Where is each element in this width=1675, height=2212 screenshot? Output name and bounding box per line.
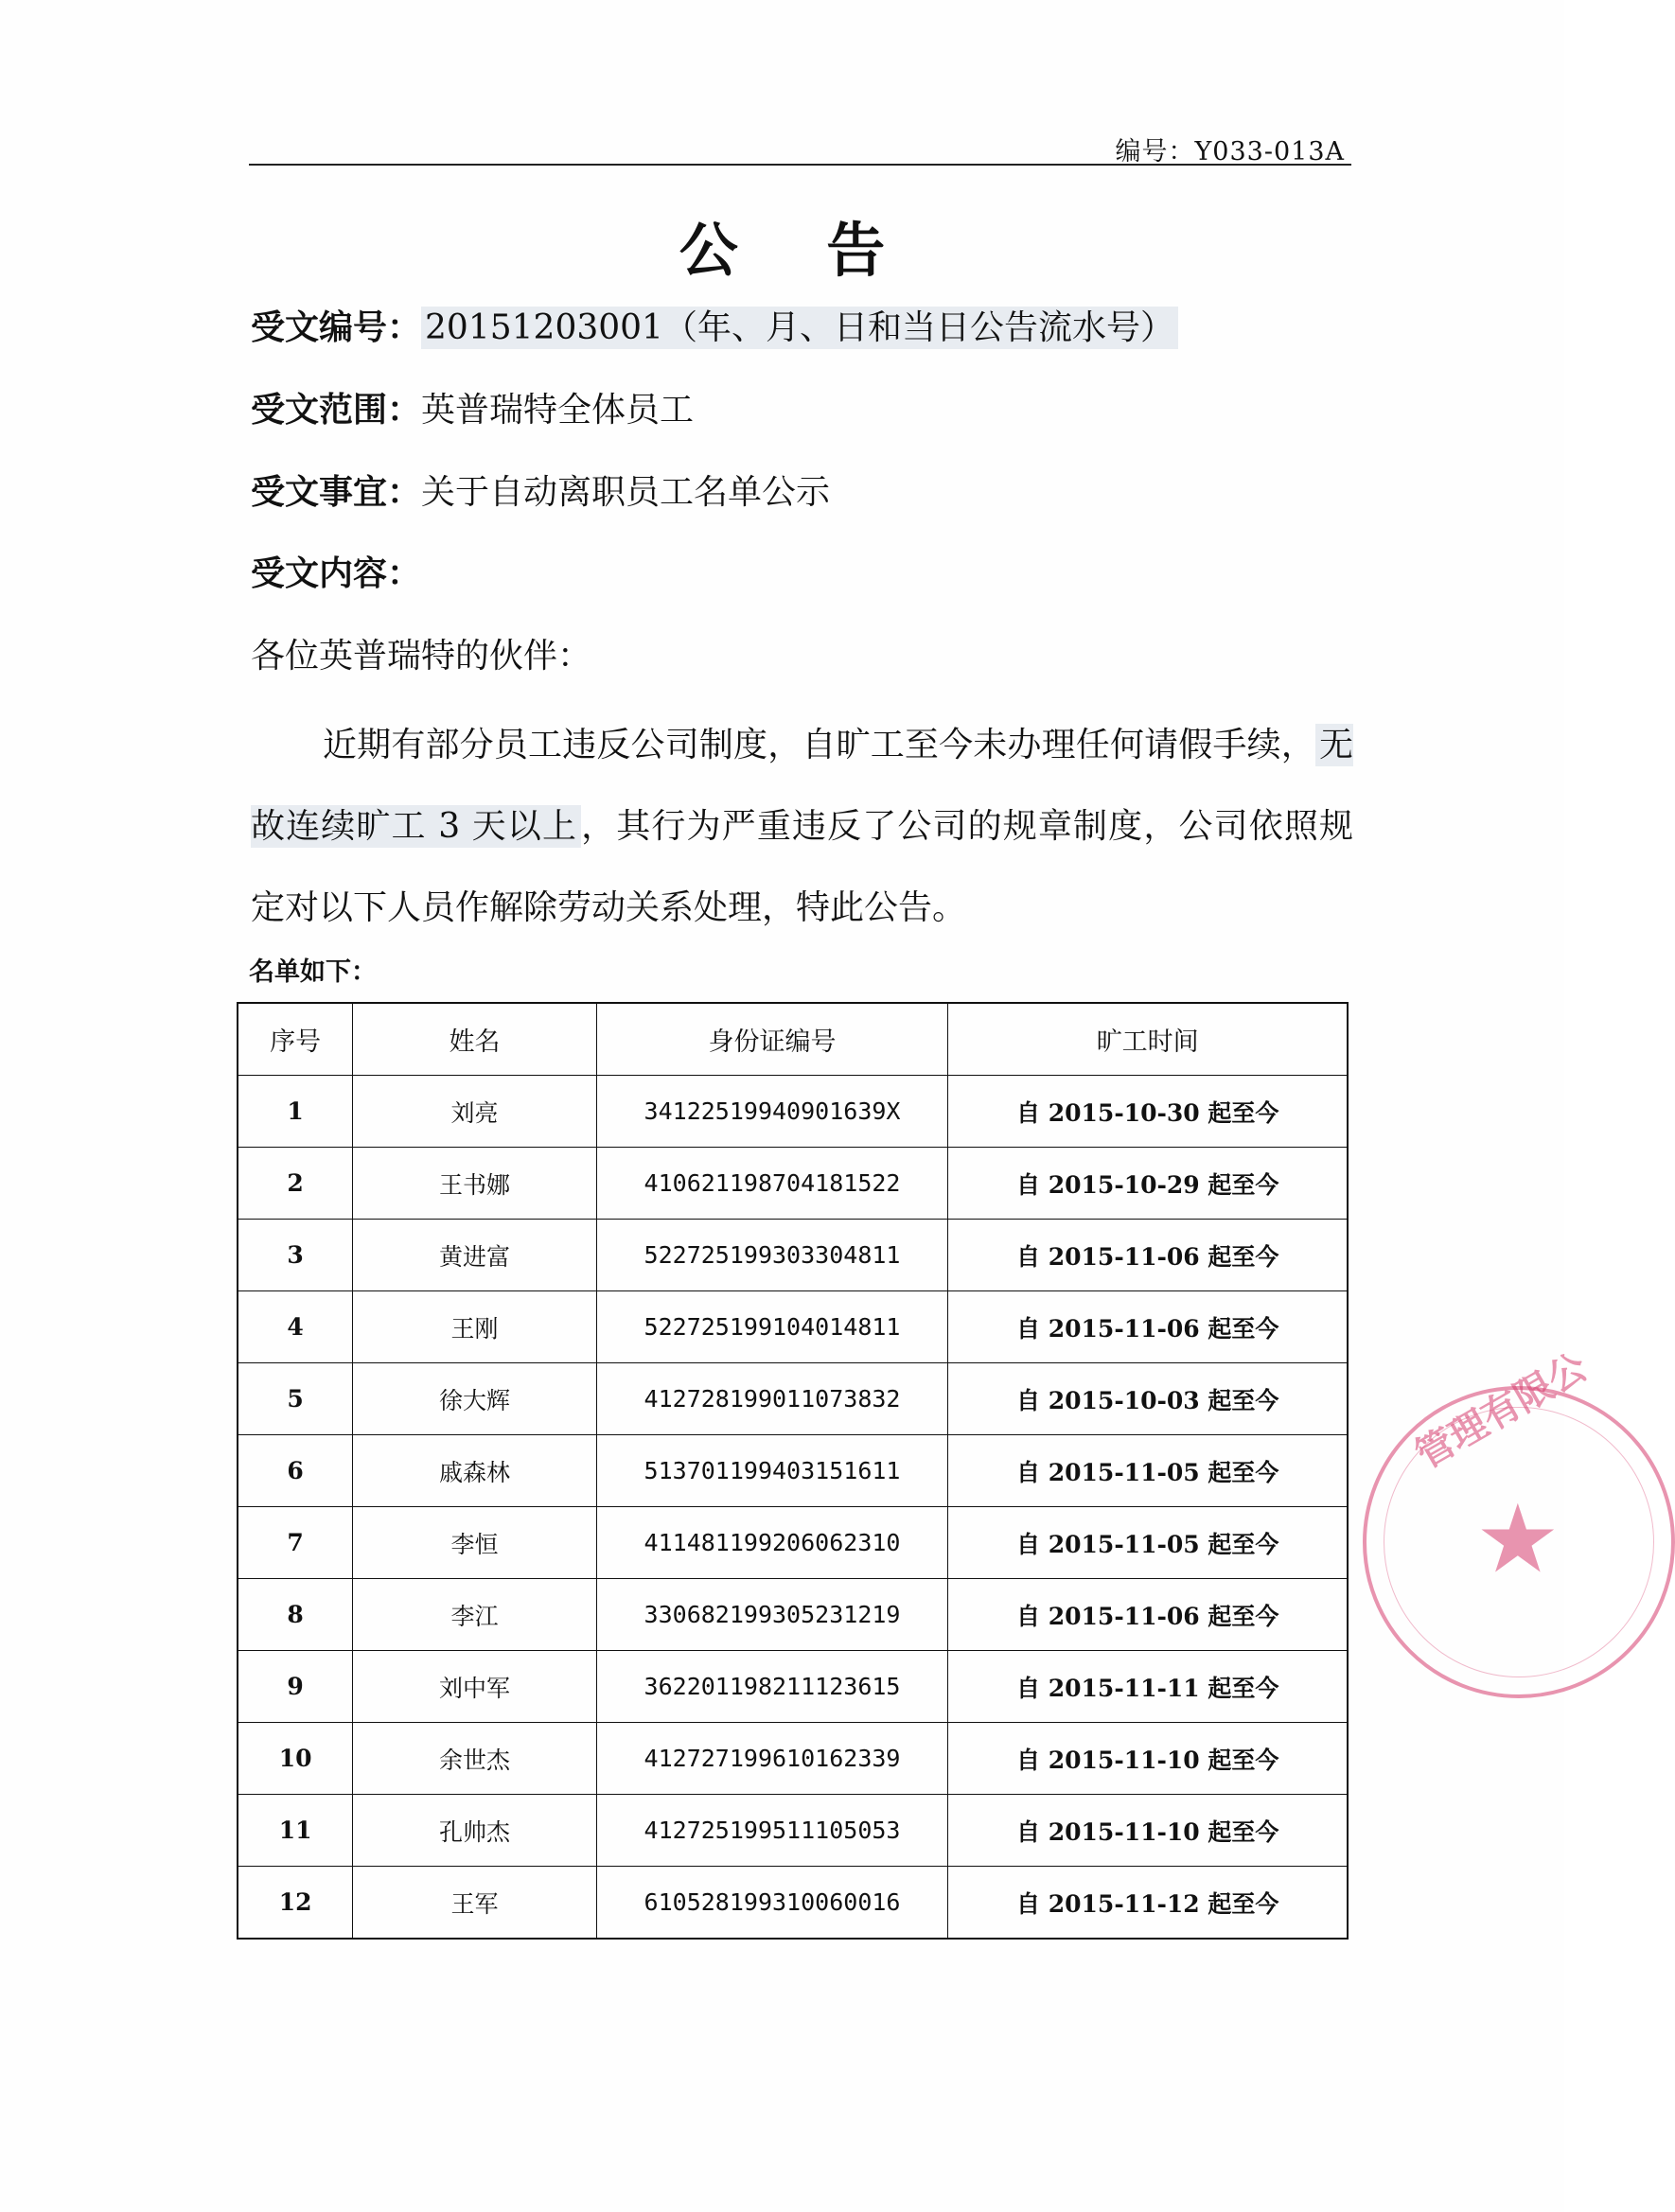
cell-absence-time: 自 2015-10-03 起至今	[948, 1363, 1348, 1435]
cell-name: 刘中军	[353, 1651, 596, 1723]
table-row	[238, 1363, 1348, 1435]
cell-name: 孔帅杰	[353, 1795, 596, 1867]
page-title: 公 告	[679, 216, 920, 285]
cell-seq: 11	[238, 1795, 353, 1867]
seal-text: 管理有限公	[1408, 1343, 1595, 1478]
cell-seq: 5	[238, 1363, 353, 1435]
cell-id-number: 412725199511105053	[596, 1795, 948, 1867]
table-row	[238, 1579, 1348, 1651]
star-icon: ★	[1475, 1483, 1560, 1594]
cell-name: 黄进富	[353, 1220, 596, 1291]
cell-id-number: 362201198211123615	[596, 1651, 948, 1723]
body-part-1: 近期有部分员工违反公司制度，自旷工至今未办理任何请假手续，	[323, 726, 1315, 764]
header-id-number: 身份证编号	[596, 1003, 948, 1076]
greeting: 各位英普瑞特的伙伴：	[251, 637, 592, 676]
field-label: 受文内容：	[251, 553, 422, 593]
cell-seq: 1	[238, 1076, 353, 1148]
cell-seq: 3	[238, 1220, 353, 1291]
cell-name: 王军	[353, 1867, 596, 1940]
cell-absence-time: 自 2015-11-10 起至今	[948, 1723, 1348, 1795]
field-value: 关于自动离职员工名单公示	[421, 473, 831, 512]
list-label: 名单如下：	[249, 957, 377, 987]
field-value: 英普瑞特全体员工	[421, 391, 695, 430]
header-divider	[249, 164, 1351, 166]
cell-seq: 4	[238, 1291, 353, 1363]
field-subject	[251, 465, 830, 514]
cell-seq: 2	[238, 1148, 353, 1220]
cell-absence-time: 自 2015-11-12 起至今	[948, 1867, 1348, 1940]
cell-id-number: 412727199610162339	[596, 1723, 948, 1795]
cell-seq: 9	[238, 1651, 353, 1723]
cell-seq: 12	[238, 1867, 353, 1940]
cell-name: 戚森林	[353, 1435, 596, 1507]
cell-name: 李恒	[353, 1507, 596, 1579]
cell-absence-time: 自 2015-10-30 起至今	[948, 1076, 1348, 1148]
table-body	[238, 1076, 1348, 1940]
field-label: 受文事宜：	[251, 472, 422, 512]
cell-id-number: 610528199310060016	[596, 1867, 948, 1940]
company-seal	[1363, 1343, 1675, 1698]
cell-id-number: 412728199011073832	[596, 1363, 948, 1435]
cell-id-number: 410621198704181522	[596, 1148, 948, 1220]
table-row	[238, 1795, 1348, 1867]
table-row	[238, 1507, 1348, 1579]
cell-id-number: 411481199206062310	[596, 1507, 948, 1579]
table-header-row	[238, 1003, 1348, 1076]
cell-absence-time: 自 2015-11-06 起至今	[948, 1579, 1348, 1651]
field-label: 受文编号：	[251, 307, 422, 347]
cell-name: 李江	[353, 1579, 596, 1651]
cell-name: 王书娜	[353, 1148, 596, 1220]
cell-id-number: 522725199104014811	[596, 1291, 948, 1363]
table-row	[238, 1651, 1348, 1723]
header-name: 姓名	[353, 1003, 596, 1076]
field-scope	[251, 383, 694, 431]
table-row	[238, 1867, 1348, 1940]
cell-seq: 6	[238, 1435, 353, 1507]
table-row	[238, 1220, 1348, 1291]
cell-absence-time: 自 2015-11-05 起至今	[948, 1507, 1348, 1579]
cell-seq: 7	[238, 1507, 353, 1579]
table-row	[238, 1723, 1348, 1795]
cell-absence-time: 自 2015-11-06 起至今	[948, 1291, 1348, 1363]
cell-seq: 8	[238, 1579, 353, 1651]
cell-absence-time: 自 2015-11-11 起至今	[948, 1651, 1348, 1723]
cell-id-number: 34122519940901639X	[596, 1076, 948, 1148]
field-content	[251, 547, 421, 595]
cell-name: 余世杰	[353, 1723, 596, 1795]
table-row	[238, 1291, 1348, 1363]
header-seq: 序号	[238, 1003, 353, 1076]
header-absence-time: 旷工时间	[948, 1003, 1348, 1076]
cell-id-number: 330682199305231219	[596, 1579, 948, 1651]
table-row	[238, 1435, 1348, 1507]
cell-id-number: 522725199303304811	[596, 1220, 948, 1291]
cell-id-number: 513701199403151611	[596, 1435, 948, 1507]
cell-name: 徐大辉	[353, 1363, 596, 1435]
cell-seq: 10	[238, 1723, 353, 1795]
cell-name: 刘亮	[353, 1076, 596, 1148]
cell-absence-time: 自 2015-10-29 起至今	[948, 1148, 1348, 1220]
field-doc-id	[251, 301, 1178, 349]
cell-name: 王刚	[353, 1291, 596, 1363]
dismissal-table	[237, 1002, 1349, 1940]
cell-absence-time: 自 2015-11-05 起至今	[948, 1435, 1348, 1507]
table-row	[238, 1076, 1348, 1148]
announcement-body	[251, 705, 1353, 949]
cell-absence-time: 自 2015-11-10 起至今	[948, 1795, 1348, 1867]
field-label: 受文范围：	[251, 390, 422, 430]
table-row	[238, 1148, 1348, 1220]
body-highlight: 无故连续旷工 3 天以上	[251, 726, 1353, 846]
document-number: 编号：Y033-013A	[1115, 137, 1345, 167]
body-part-2: ，其行为严重违反了公司的规章制度，公司依照规定对以下人员作解除劳动关系处理，特此公告。	[251, 807, 1353, 927]
field-value: 20151203001（年、月、日和当日公告流水号）	[421, 307, 1178, 349]
cell-absence-time: 自 2015-11-06 起至今	[948, 1220, 1348, 1291]
